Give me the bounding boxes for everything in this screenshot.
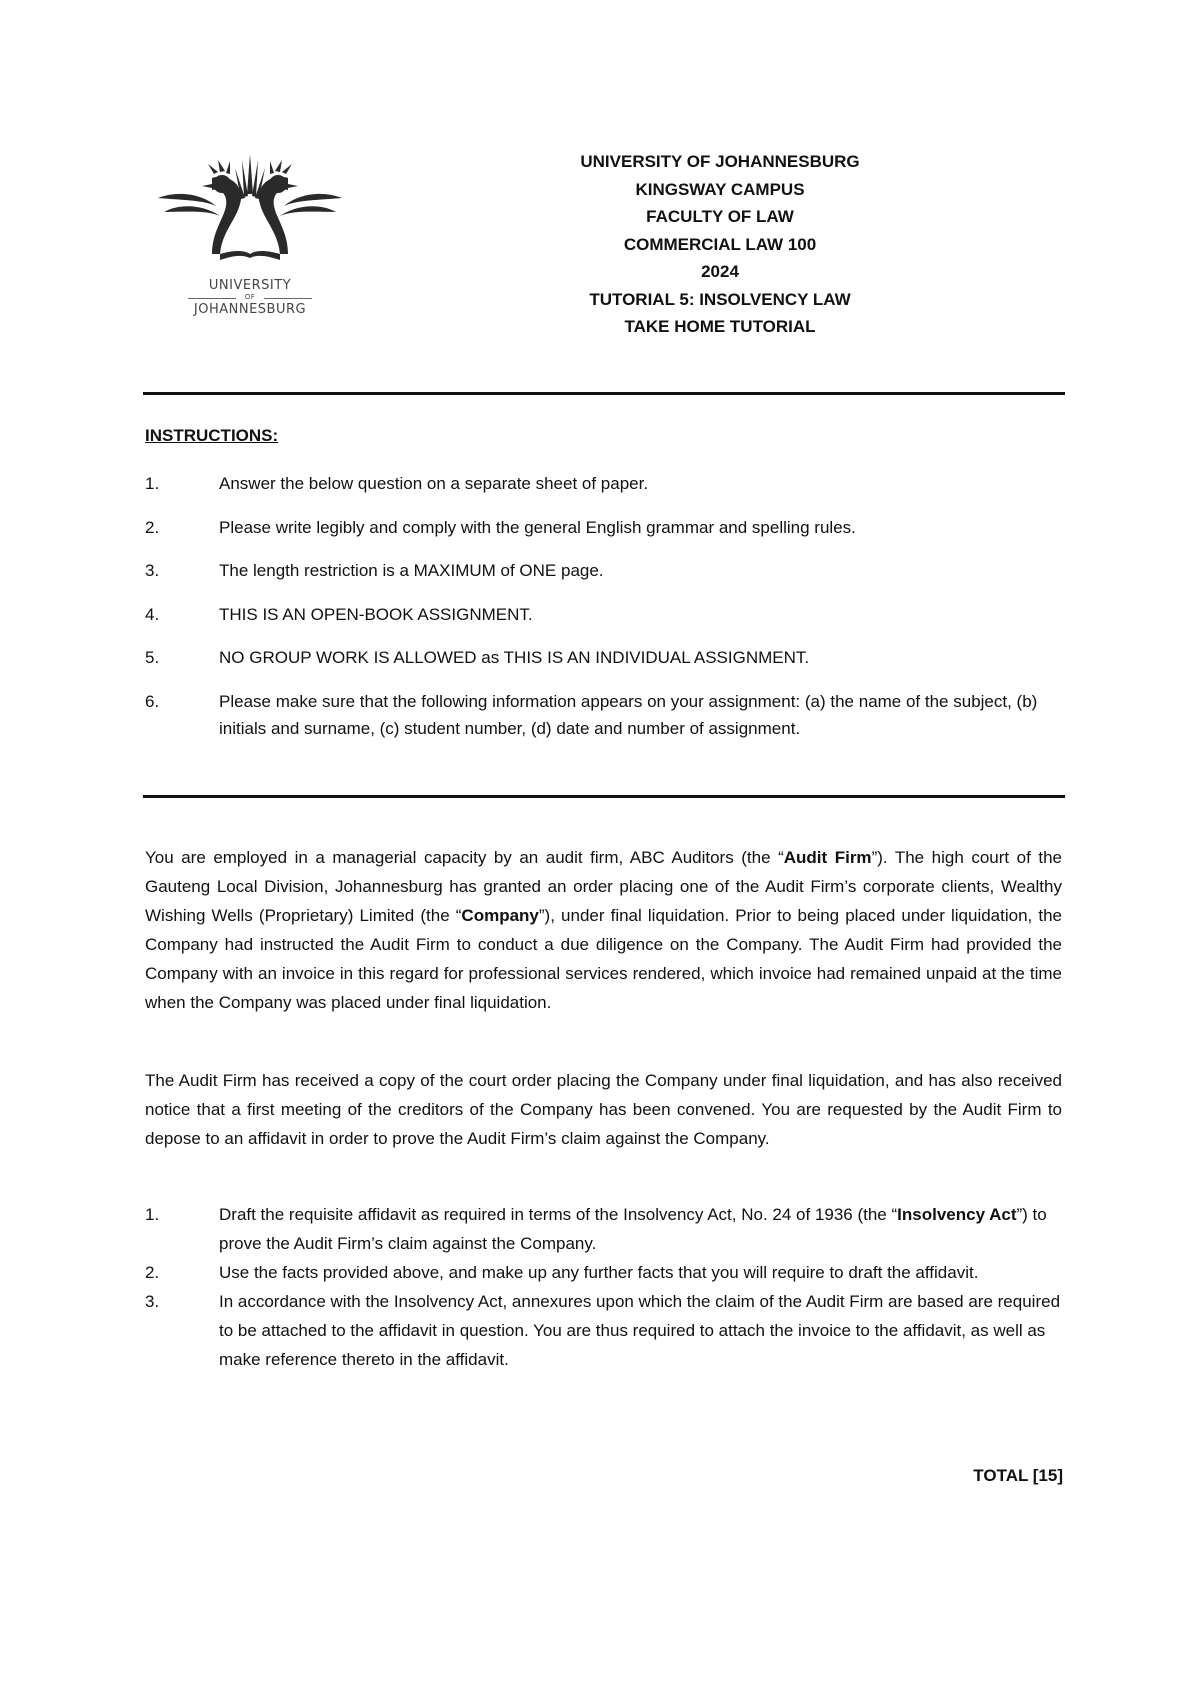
logo-text-johannesburg: JOHANNESBURG	[193, 302, 307, 317]
instruction-item	[145, 514, 1065, 541]
divider-top	[143, 392, 1065, 395]
instruction-text: Answer the below question on a separate sheet of paper.	[219, 474, 649, 493]
instruction-number: 4.	[145, 604, 160, 624]
logo-divider-right	[264, 298, 312, 299]
document-header	[520, 148, 920, 341]
header-campus: KINGSWAY CAMPUS	[635, 179, 805, 199]
instruction-item	[145, 470, 1065, 497]
instruction-number: 3.	[145, 561, 160, 580]
term-audit-firm: Audit Firm	[783, 848, 872, 867]
question-number: 2.	[145, 1263, 160, 1282]
header-year: 2024	[701, 262, 739, 281]
question-item	[145, 1287, 1065, 1374]
instruction-text: NO GROUP WORK IS ALLOWED as THIS IS AN INDIVIDUAL ASSIGNMENT.	[219, 648, 810, 667]
divider-bottom	[143, 795, 1065, 798]
para1-text-e: ”), under final liquidation. Prior to being placed under liquidation, the Company had instructed the Audit Firm to conduct a due diligence on the Company. The Audit Firm had provided the Company with an invoice in this regard for professional services rendered, which invoice had remained unpaid at the time when the Company was placed under final liquidation.	[145, 906, 1062, 1012]
header-tutorial: TUTORIAL 5: INSOLVENCY LAW	[589, 289, 851, 309]
instruction-text: The length restriction is a MAXIMUM of ONE page.	[219, 561, 604, 580]
term-company: Company	[461, 906, 539, 925]
question-1-text-a: Draft the requisite affidavit as required in terms of the Insolvency Act, No. 24 of 1936 (the “	[219, 1205, 898, 1224]
logo-text-university: UNIVERSITY	[208, 278, 292, 293]
scenario-paragraph-2: The Audit Firm has received a copy of the court order placing the Company under final liquidation, and has also received notice that a first meeting of the creditors of the Company has been convened. You are requested by the Audit Firm to depose to an affidavit in order to prove the Audit Firm’s claim against the Company.	[145, 1071, 1062, 1148]
instruction-item	[145, 601, 1065, 628]
logo-text-of: OF	[244, 293, 256, 301]
header-course: COMMERCIAL LAW 100	[623, 234, 817, 254]
instruction-number: 6.	[145, 691, 160, 711]
para1-text-a: You are employed in a managerial capacity by an audit firm, ABC Auditors (the “	[145, 848, 784, 867]
term-insolvency-act: Insolvency Act	[897, 1205, 1017, 1224]
instructions-list	[145, 470, 1065, 758]
question-number: 1.	[145, 1205, 160, 1224]
instruction-text: Please write legibly and comply with the general English grammar and spelling rules.	[219, 517, 856, 537]
instruction-number: 1.	[145, 474, 160, 493]
scenario-paragraph-1	[145, 843, 1062, 1017]
instruction-item	[145, 557, 1065, 584]
header-university: UNIVERSITY OF JOHANNESBURG	[580, 152, 860, 171]
instruction-number: 2.	[145, 517, 160, 537]
university-logo	[150, 150, 350, 325]
instruction-text: Please make sure that the following information appears on your assignment: (a) the name of the subject, (b) initials and surname, (c) student number, (d) date and number of assignment.	[219, 691, 1038, 738]
instruction-number: 5.	[145, 648, 160, 667]
question-item	[145, 1200, 1065, 1258]
questions-list	[145, 1200, 1065, 1374]
instruction-item	[145, 688, 1065, 742]
instructions-heading: INSTRUCTIONS:	[145, 426, 279, 445]
question-item	[145, 1258, 1065, 1287]
question-number: 3.	[145, 1292, 160, 1311]
crest-birds-icon	[150, 150, 350, 275]
header-faculty: FACULTY OF LAW	[646, 207, 794, 226]
para1-text-c: ”). The high court of the Gauteng Local Division, Johannesburg has granted an order placing one of the Audit Firm’s corporate clients, Wealthy Wishing Wells (Proprietary) Limited (the “	[145, 848, 1062, 925]
instruction-item	[145, 644, 1065, 671]
instruction-text: THIS IS AN OPEN-BOOK ASSIGNMENT.	[219, 604, 533, 624]
header-tutorial-type: TAKE HOME TUTORIAL	[624, 317, 816, 336]
question-2-text: Use the facts provided above, and make up any further facts that you will require to draft the affidavit.	[219, 1263, 979, 1282]
question-3-text: In accordance with the Insolvency Act, annexures upon which the claim of the Audit Firm are based are required to be attached to the affidavit in question. You are thus required to attach the invoice to the affidavit, as well as make reference thereto in the affidavit.	[219, 1292, 1061, 1369]
total-marks: TOTAL [15]	[973, 1466, 1063, 1485]
question-1-text-c: ”) to prove the Audit Firm’s claim against the Company.	[219, 1205, 1047, 1253]
